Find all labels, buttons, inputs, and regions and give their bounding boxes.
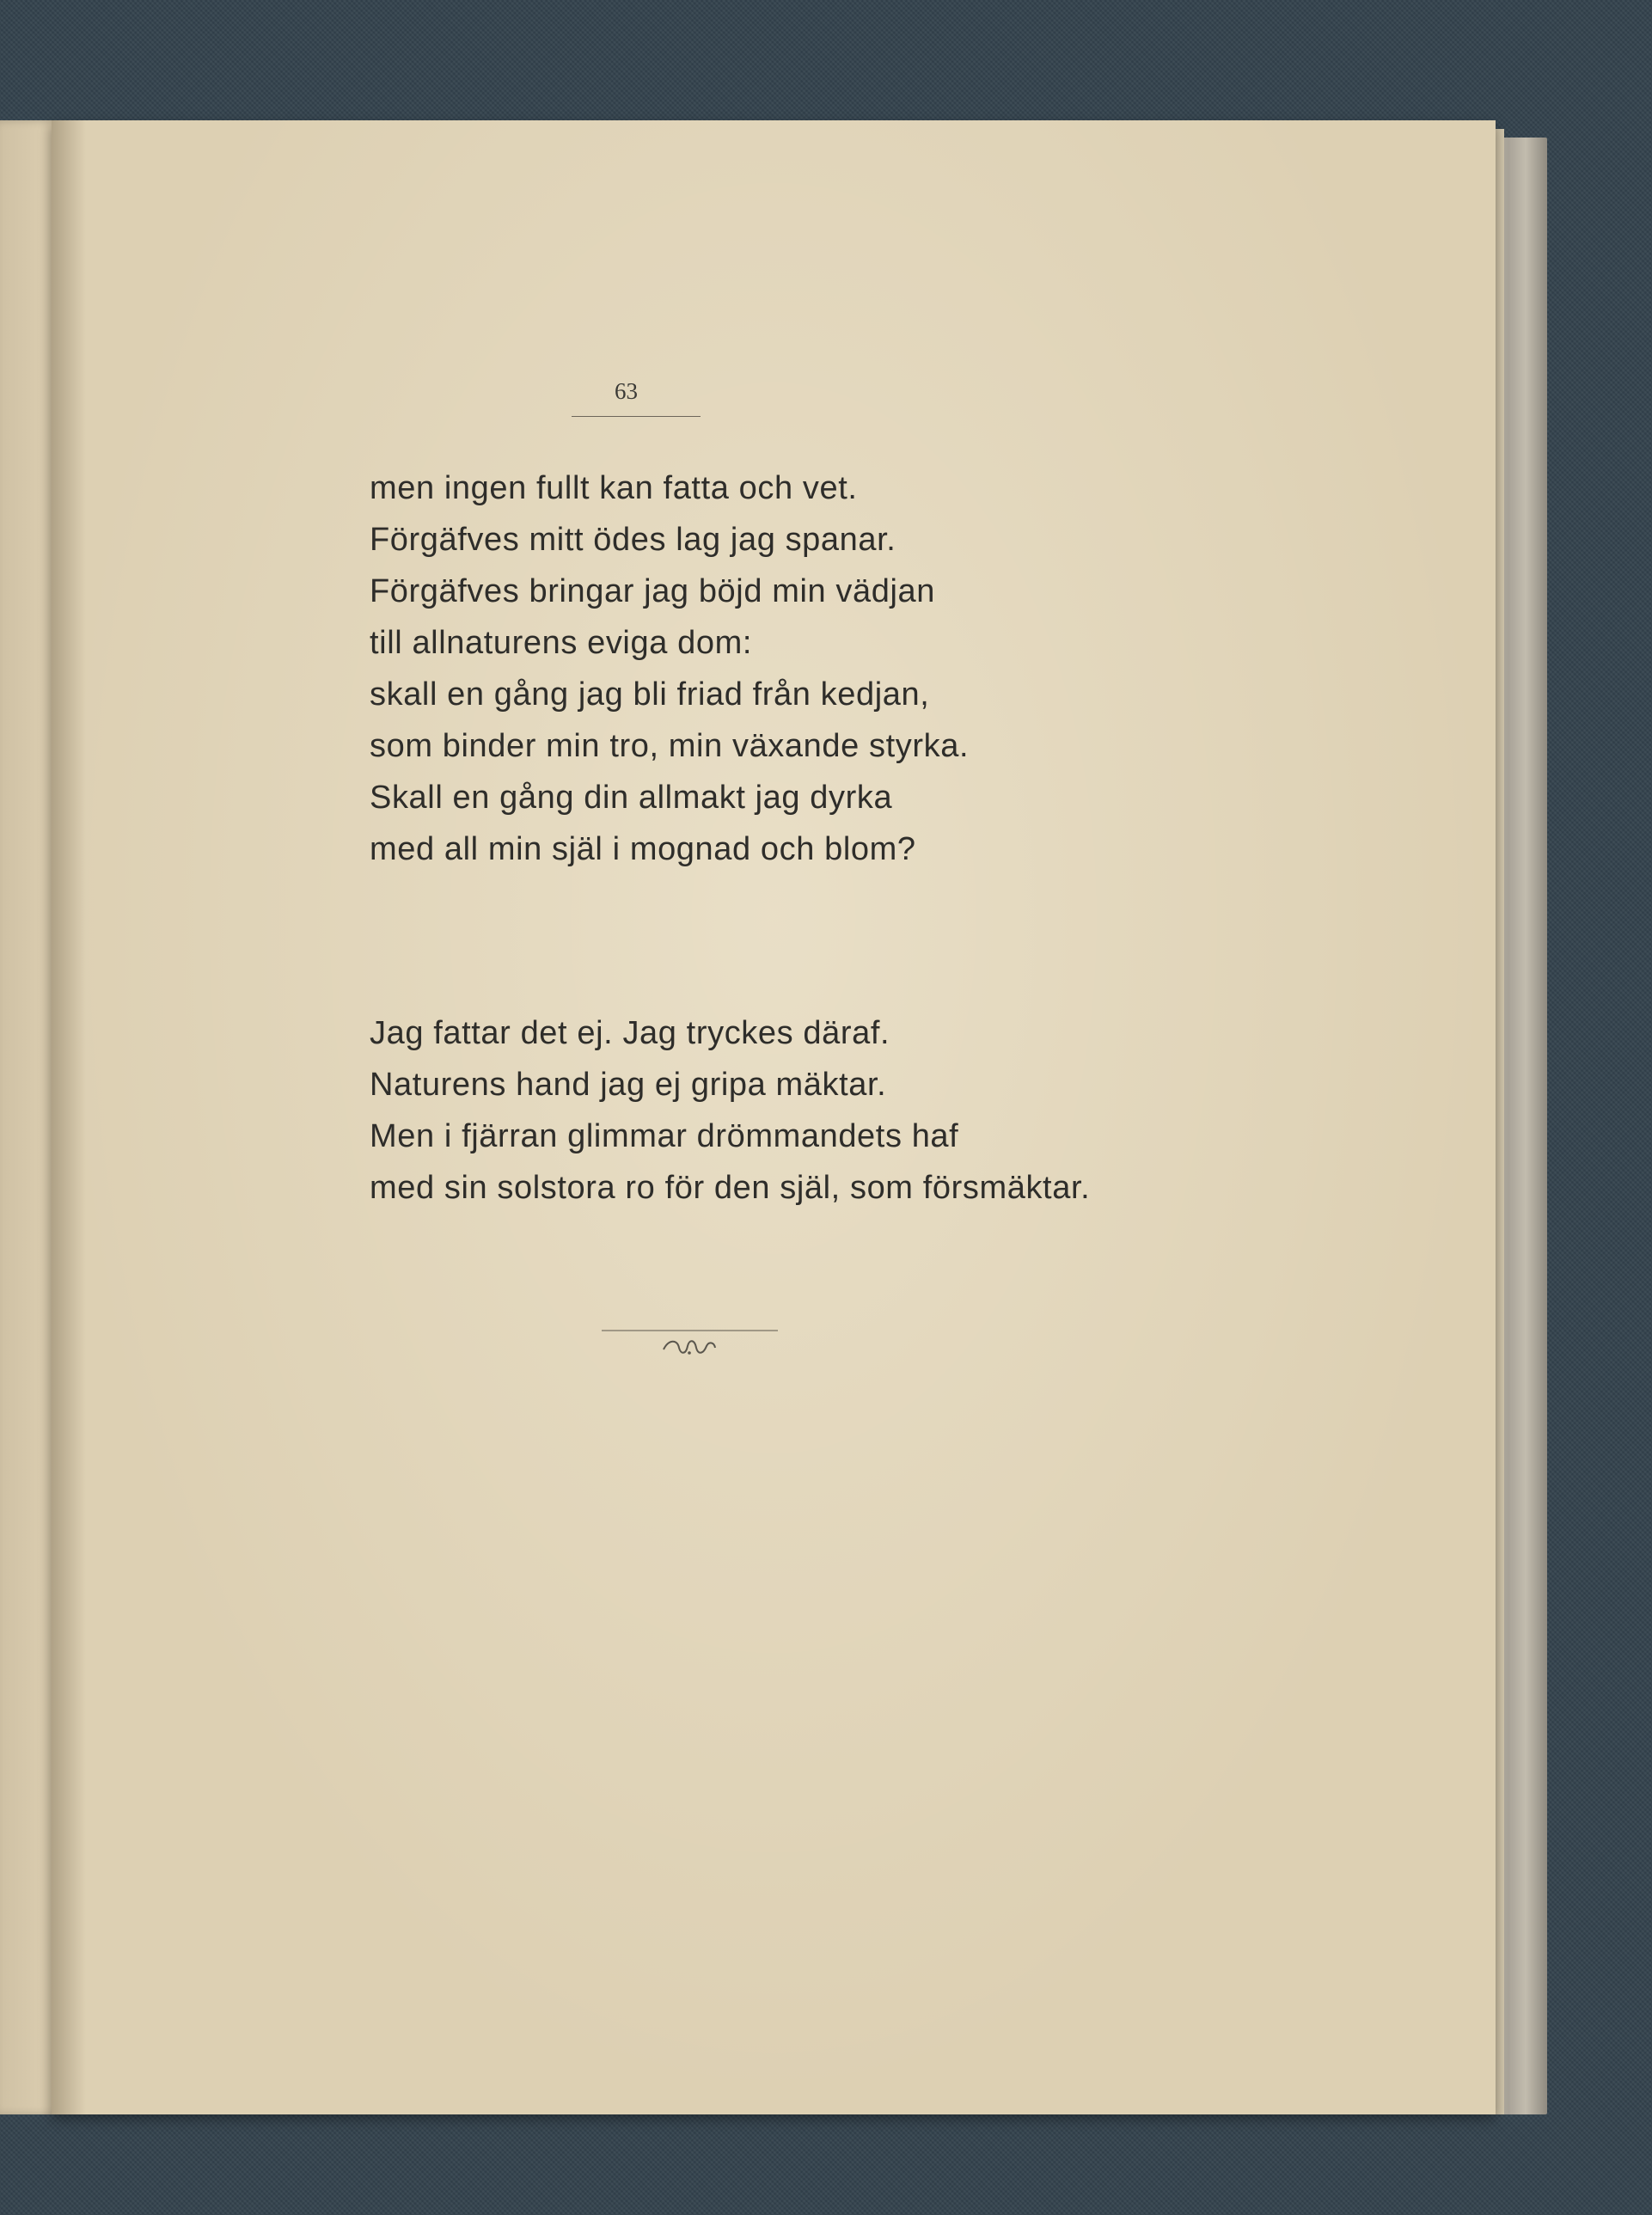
verse-line: Jag fattar det ej. Jag tryckes däraf. bbox=[370, 1015, 890, 1051]
verse-line: till allnaturens eviga dom: bbox=[370, 625, 752, 661]
header-rule bbox=[572, 416, 701, 417]
stanza-2 bbox=[370, 1007, 1090, 1214]
verse-line: Förgäfves mitt ödes lag jag spanar. bbox=[370, 522, 896, 558]
verse-line: men ingen fullt kan fatta och vet. bbox=[370, 470, 858, 506]
verse-line: Skall en gång din allmakt jag dyrka bbox=[370, 780, 893, 816]
page-number: 63 bbox=[615, 378, 638, 404]
verse-line: med all min själ i mognad och blom? bbox=[370, 831, 916, 867]
verse-line: skall en gång jag bli friad från kedjan, bbox=[370, 676, 930, 713]
verse-line: Naturens hand jag ej gripa mäktar. bbox=[370, 1067, 887, 1103]
verse-line: med sin solstora ro för den själ, som försmäktar. bbox=[370, 1170, 1091, 1206]
verse-line: Förgäfves bringar jag böjd min vädjan bbox=[370, 573, 935, 609]
end-flourish-icon bbox=[602, 1327, 778, 1361]
verse-line: Men i fjärran glimmar drömmandets haf bbox=[370, 1118, 959, 1154]
verse-line: som binder min tro, min växande styrka. bbox=[370, 728, 970, 764]
page-gutter-shadow bbox=[52, 120, 86, 2114]
stanza-1 bbox=[370, 462, 969, 875]
